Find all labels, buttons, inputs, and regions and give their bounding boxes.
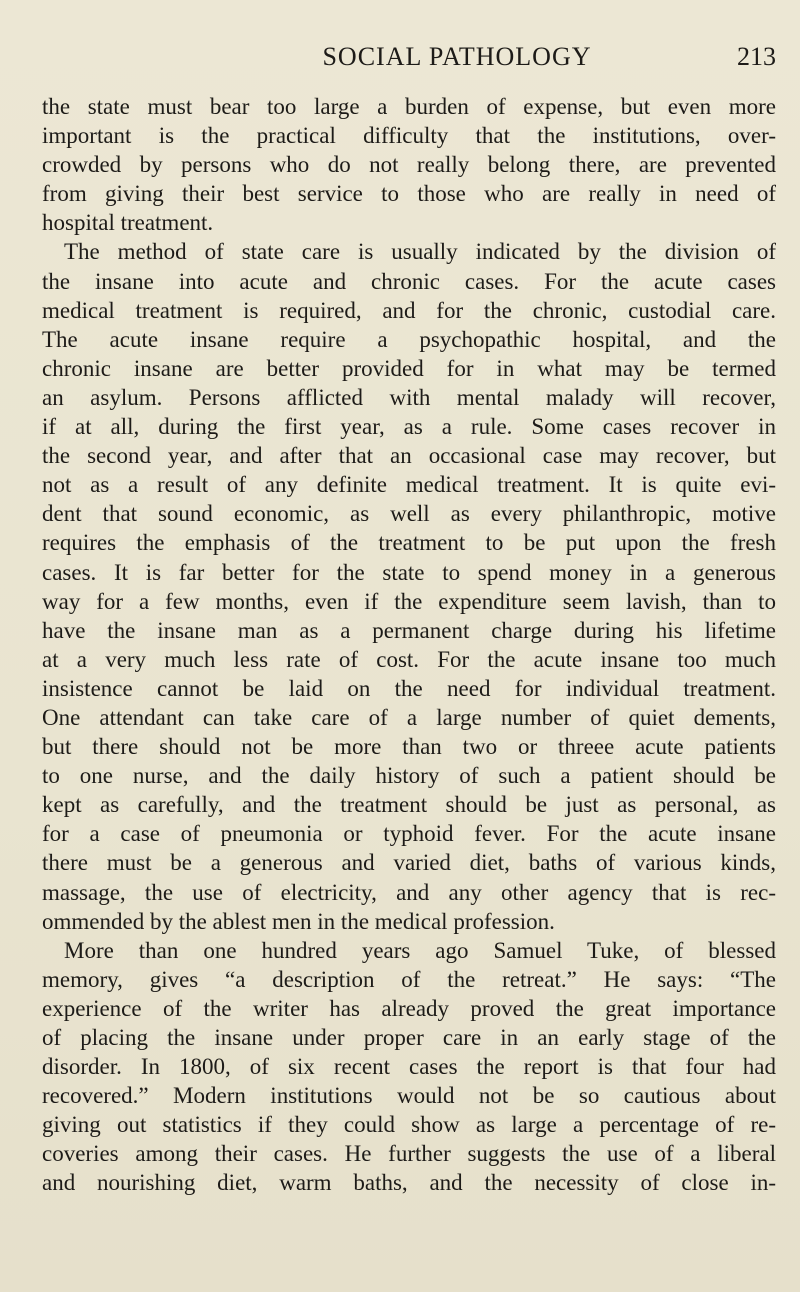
text-line: coveries among their cases. He further suggests the use of a liberal bbox=[42, 1141, 776, 1167]
text-line: The acute insane require a psychopathic hospital, and the bbox=[42, 326, 776, 352]
text-line: the state must bear too large a burden of expense, but even more bbox=[42, 94, 776, 119]
text-line: there must be a generous and varied diet, baths of various kinds, bbox=[42, 850, 776, 876]
text-line: the insane into acute and chronic cases. For the acute cases bbox=[42, 268, 776, 294]
text-line: giving out statistics if they could show as large a percentage of re- bbox=[42, 1112, 776, 1138]
text-line: from giving their best service to those who are really in need of bbox=[42, 181, 776, 207]
running-head bbox=[42, 40, 776, 74]
text-line: crowded by persons who do not really belong there, are prevented bbox=[42, 152, 776, 178]
text-line: memory, gives “a description of the retreat.” He says: “The bbox=[42, 966, 776, 992]
text-line: if at all, during the first year, as a rule. Some cases recover in bbox=[42, 414, 776, 440]
text-line: but there should not be more than two or threee acute patients bbox=[42, 734, 776, 760]
text-line: The method of state care is usually indicated by the division of bbox=[64, 239, 776, 265]
text-line: massage, the use of electricity, and any other agency that is rec- bbox=[42, 879, 776, 905]
text-line: chronic insane are better provided for in what may be termed bbox=[42, 355, 776, 381]
running-title: SOCIAL PATHOLOGY bbox=[322, 42, 592, 71]
text-line: hospital treatment. bbox=[42, 210, 214, 236]
text-line: insistence cannot be laid on the need for individual treatment. bbox=[42, 675, 776, 701]
text-line: way for a few months, even if the expenditure seem lavish, than to bbox=[42, 588, 776, 614]
text-line: for a case of pneumonia or typhoid fever. For the acute insane bbox=[42, 821, 776, 847]
text-line: requires the emphasis of the treatment to be put upon the fresh bbox=[42, 530, 776, 556]
text-line: medical treatment is required, and for the chronic, custodial care. bbox=[42, 297, 776, 323]
text-line: at a very much less rate of cost. For the acute insane too much bbox=[42, 646, 776, 672]
text-line: One attendant can take care of a large number of quiet dements, bbox=[42, 704, 776, 730]
text-line: an asylum. Persons afflicted with mental malady will recover, bbox=[42, 384, 776, 410]
text-line: important is the practical difficulty that the institutions, over- bbox=[42, 123, 776, 149]
text-line: to one nurse, and the daily history of such a patient should be bbox=[42, 763, 776, 789]
text-line: of placing the insane under proper care in an early stage of the bbox=[42, 1025, 776, 1050]
text-line: the second year, and after that an occasional case may recover, but bbox=[42, 443, 776, 469]
text-line: kept as carefully, and the treatment should be just as personal, as bbox=[42, 792, 776, 818]
text-line: More than one hundred years ago Samuel Tuke, of blessed bbox=[64, 937, 776, 963]
page-number: 213 bbox=[737, 42, 776, 71]
text-line: and nourishing diet, warm baths, and the necessity of close in- bbox=[42, 1170, 776, 1196]
body-text bbox=[42, 92, 776, 1198]
text-line: have the insane man as a permanent charge during his lifetime bbox=[42, 617, 776, 643]
text-line: not as a result of any definite medical treatment. It is quite evi- bbox=[42, 472, 776, 498]
text-line: recovered.” Modern institutions would not be so cautious about bbox=[42, 1083, 776, 1109]
text-line: experience of the writer has already proved the great importance bbox=[42, 995, 776, 1021]
text-line: ommended by the ablest men in the medical profession. bbox=[42, 908, 555, 934]
text-line: dent that sound economic, as well as every philanthropic, motive bbox=[42, 501, 776, 527]
text-line: cases. It is far better for the state to spend money in a generous bbox=[42, 559, 776, 585]
text-line: disorder. In 1800, of six recent cases the report is that four had bbox=[42, 1054, 776, 1080]
